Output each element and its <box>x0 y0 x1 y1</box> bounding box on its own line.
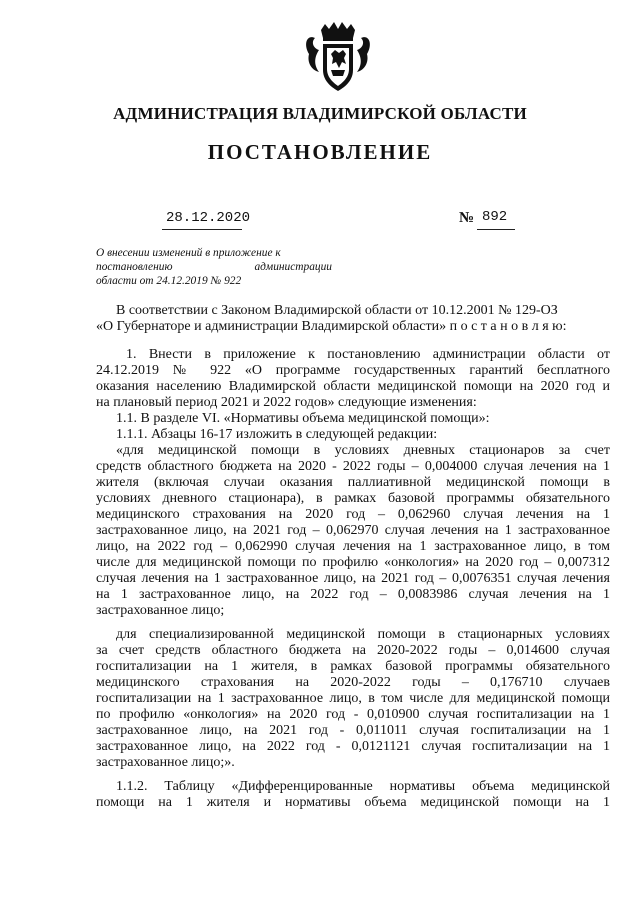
coat-of-arms-icon <box>301 20 375 94</box>
document-body <box>96 303 610 811</box>
quote1-line: условиях дневного стационара), в рамках базовой программы обязательного <box>96 491 610 506</box>
quote1-line: средств областного бюджета на 2020 - 2022 годы – 0,004000 случая лечения на 1 <box>96 459 610 474</box>
quote1-line: случая лечения на 1 застрахованное лицо, на 2021 год – 0,0076351 случая лечения <box>96 571 610 586</box>
quote2-line: застрахованное лицо, на 2022 год - 0,0121121 случая госпитализации на 1 <box>96 739 610 754</box>
item-1-1: 1.1. В разделе VI. «Нормативы объема медицинской помощи»: <box>116 411 490 426</box>
document-date: 28.12.2020 <box>166 210 251 226</box>
quote1-line: застрахованное лицо; <box>96 603 225 618</box>
quote1-line: числе для медицинской помощи по профилю «онкология» на 2020 год – 0,007312 <box>96 555 610 570</box>
quote2-line: для специализированной медицинской помощи в стационарных условиях <box>116 627 610 642</box>
document-number: 892 <box>482 209 508 225</box>
para1-line: 1. Внести в приложение к постановлению администрации области от <box>126 347 610 362</box>
subject-line: области от 24.12.2019 № 922 <box>96 275 242 287</box>
date-underline <box>162 229 242 230</box>
subject-line: постановлению администрации <box>96 261 332 273</box>
para1-line: оказания населению Владимирской области медицинской помощи на 2020 год и <box>96 379 610 394</box>
document-type: ПОСТАНОВЛЕНИЕ <box>207 140 433 164</box>
organization-title: АДМИНИСТРАЦИЯ ВЛАДИМИРСКОЙ ОБЛАСТИ <box>113 104 527 123</box>
quote2-line: госпитализации на 1 жителя, в рамках базовой программы обязательного <box>96 659 610 674</box>
item-1-1-2-line: помощи на 1 жителя и нормативы объема медицинской помощи на 1 <box>96 795 610 810</box>
para1-line: на плановый период 2021 и 2022 годов» следующие изменения: <box>96 395 477 410</box>
quote2-line: госпитализации на 1 застрахованное лицо, в том числе для медицинской помощи <box>96 691 610 706</box>
quote2-line: за счет средств областного бюджета на 2020-2022 годы – 0,014600 случая <box>96 643 610 658</box>
para1-line: 24.12.2019 № 922 «О программе государственных гарантий бесплатного <box>96 363 610 378</box>
quote1-line: лицо, на 2022 год – 0,062990 случая лечения на 1 застрахованное лицо, в том <box>96 539 610 554</box>
quote2-line: застрахованное лицо;». <box>96 755 235 770</box>
quote2-line: застрахованное лицо, на 2021 год - 0,011011 случая госпитализации на 1 <box>96 723 610 738</box>
quote1-line: жителя (включая случаи оказания паллиативной медицинской помощи в <box>96 475 610 490</box>
item-1-1-2-line: 1.1.2. Таблицу «Дифференцированные нормативы объема медицинской <box>116 779 610 794</box>
quote2-line: медицинского страхования на 2020-2022 годы – 0,176710 случаев <box>96 675 610 690</box>
quote1-line: застрахованное лицо, на 2021 год – 0,062970 случая лечения на 1 застрахованное <box>96 523 610 538</box>
number-underline <box>477 229 515 230</box>
quote1-line: на 1 застрахованное лицо, на 2022 год – 0,0083986 случая лечения на 1 <box>96 587 610 602</box>
subject-line: О внесении изменений в приложение к <box>96 247 281 259</box>
item-1-1-1: 1.1.1. Абзацы 16-17 изложить в следующей редакции: <box>116 427 438 442</box>
quote1-line: «для медицинской помощи в условиях дневных стационаров за счет <box>116 443 610 458</box>
document-subject <box>96 246 332 288</box>
preamble-line: «О Губернаторе и администрации Владимирской области» п о с т а н о в л я ю: <box>96 319 567 334</box>
quote1-line: медицинского страхования на 2020 год – 0,062960 случая лечения на 1 <box>96 507 610 522</box>
number-label: № <box>459 210 475 226</box>
preamble-line: В соответствии с Законом Владимирской области от 10.12.2001 № 129-ОЗ <box>116 303 558 318</box>
quote2-line: по профилю «онкология» на 2020 год - 0,010900 случая госпитализации на 1 <box>96 707 610 722</box>
